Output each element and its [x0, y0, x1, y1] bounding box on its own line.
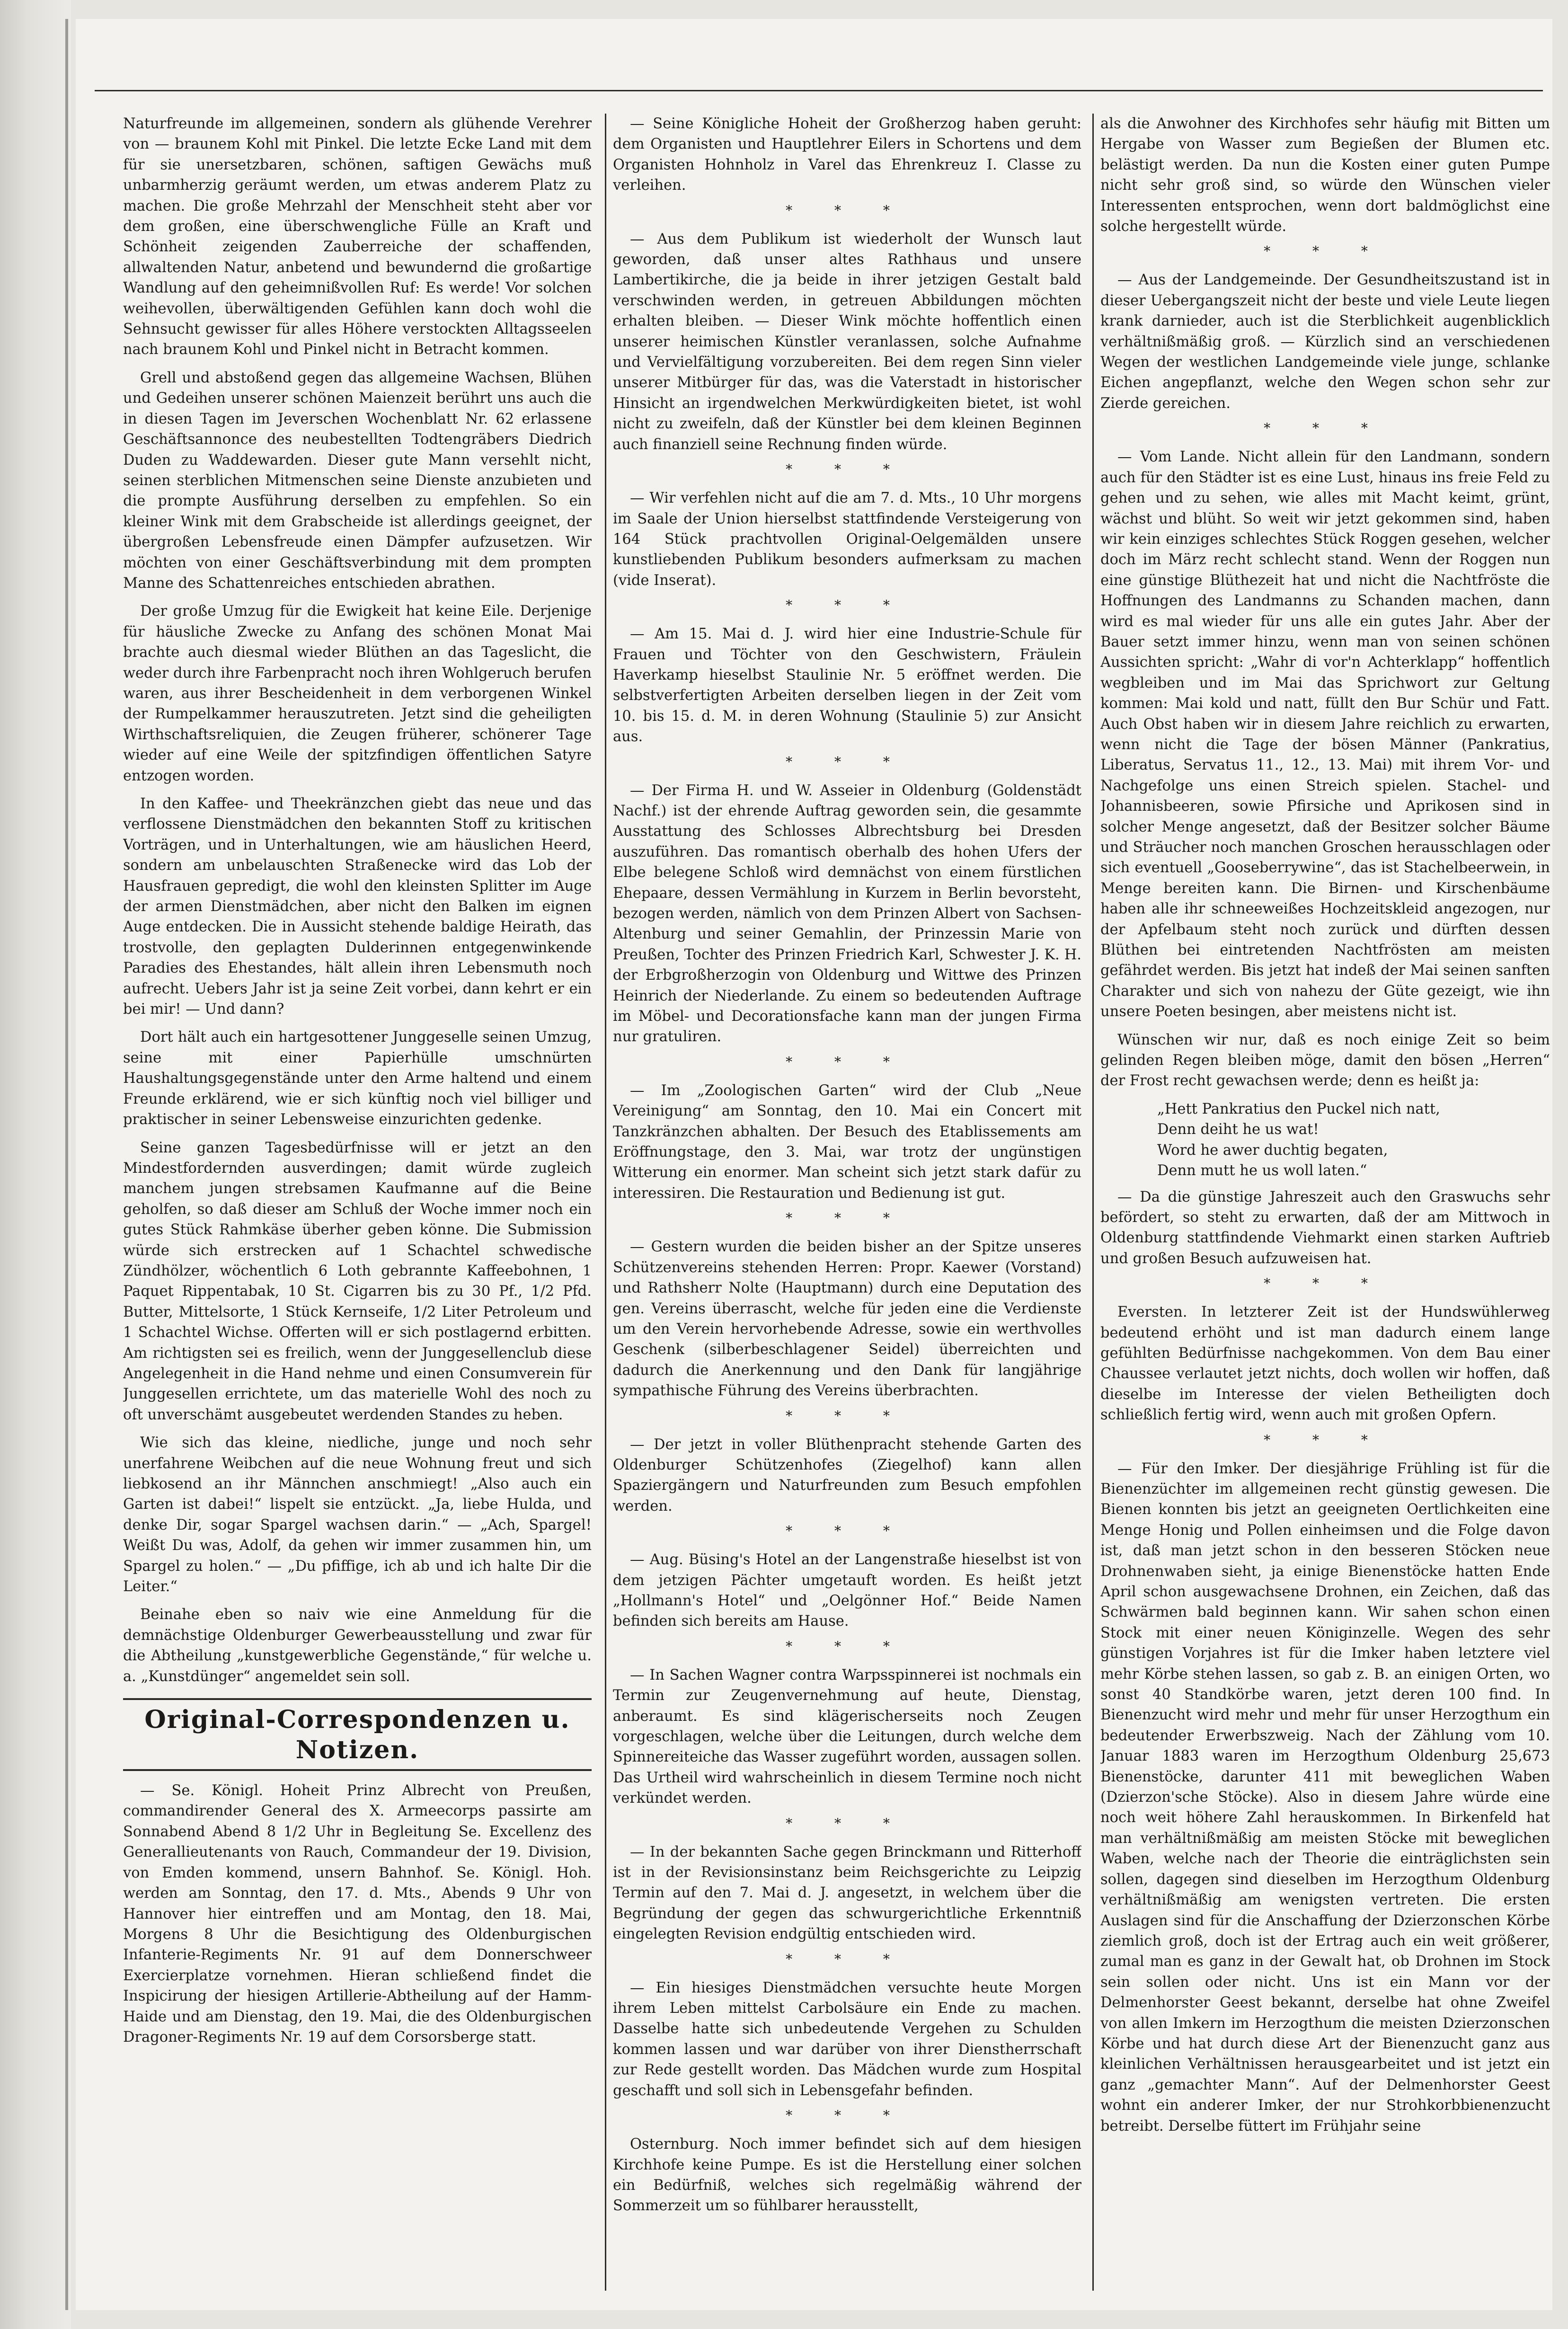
separator: * * * — [786, 1054, 909, 1070]
separator: * * * — [786, 1210, 909, 1226]
article-paragraph: Grell und abstoßend gegen das allgemeine Wachsen, Blühen und Gedeihen unserer schönen Maienzeit berührt uns auch die in diesen Tagen im Jeverschen Wochenblatt Nr. 62 erlassene Geschäftsannonce des neubestellten Todtengräbers Diedrich Duden zu Waddewarden. Dieser gute Mann versehlt nicht, seinen sterblichen Mitmenschen seine Dienste anzubieten und die prompte Ausführung derselben zu empfehlen. So ein kleiner Wink mit dem Grabscheide ist allerdings geeignet, der übergroßen Lebensfreude einen Dämpfer aufzusetzen. Wir möchten von einer Geschäftsverbindung mit dem prompten Manne des Schattenreiches entschieden abrathen. — [123, 369, 592, 592]
separator: * * * — [786, 1408, 909, 1424]
scan-binding-edge — [0, 0, 71, 2329]
news-item: — Für den Imker. Der diesjährige Frühling ist für die Bienenzüchter im allgemeinen recht günstig gewesen. Die Bienen konnten bis jetzt an geeigneten Oertlichkeiten eine Menge Honig und Pollen einheimsen und die Folge davon ist, daß man jetzt schon in den besseren Stöcken neue Drohnenwaben sieht, ja einige Bienenstöcke hatten Ende April schon ausgewachsene Drohnen, ein Zeichen, daß das Schwärmen bald beginnen kann. Wir sahen schon einen Stock mit einer neuen Königinzelle. Wegen des sehr günstigen Vorjahres ist für die Imker haben letztere viel mehr Körbe stehen lassen, so gab z. B. an einigen Orten, wo sonst 40 Standkörbe waren, jetzt deren 100 find. In Bienenzucht wird mehr und mehr für unser Herzogthum ein bedeutender Erwerbszweig. Nach der Zählung vom 10. Januar 1883 waren im Herzogthum Oldenburg 25,673 Bienenstöcke, darunter 411 mit beweglichen Waben (Dzierzon'sche Stöcke). Also in diesem Jahre würde eine noch weit höhere Zahl herauskommen. In Birkenfeld hat man verhältnißmäßig am meisten Stöcke mit beweglichen Waben, welche nach der Theorie die einträglichsten sein sollen, dagegen sind dieselben im Herzogthum Oldenburg verhältnißmäßig am wenigsten vertreten. Die ersten Auslagen sind für die Anschaffung der Dzierzonschen Körbe ziemlich groß, doch ist der Ertrag auch ein weit größerer, zumal man es ganz in der Gewalt hat, ob Drohnen im Stock sein sollen oder nicht. Uns ist ein Mann vor der Delmenhorster Geest bekannt, derselbe hat ohne Zweifel von allen Imkern im Herzogthum die meisten Dzierzonschen Körbe und hat durch diese Art der Bienenzucht ganz aus kleinlichen Verhältnissen herausgearbeitet und ist jetzt ein ganz „gemachter Mann“. Auf der Delmenhorster Geest wohnt ein anderer Imker, der nur Strohkorbbienenzucht betreibt. Derselbe füttert im Frühjahr seine — [1100, 1460, 1550, 2134]
news-item: — In der bekannten Sache gegen Brinckmann und Ritterhoff ist in der Revisionsinstanz beim Reichsgerichte zu Leipzig Termin auf den 7. Mai d. J. angesetzt, in welchem über die Begründung der gegen das schwurgerichtliche Erkenntniß eingelegten Revision endgültig entschieden wird. — [613, 1843, 1081, 1943]
article-paragraph: Der große Umzug für die Ewigkeit hat keine Eile. Derjenige für häusliche Zwecke zu Anfang des schönen Monat Mai brachte auch diesmal wieder Blüthen an das Tageslicht, die weder durch ihre Farbenpracht noch ihren Wohlgeruch berufen waren, aus ihrer Bescheidenheit in dem verborgenen Winkel der Rumpelkammer herauszutreten. Jetzt sind die geheiligten Wirthschaftsreliquien, die Zeugen früherer, schönerer Tage wieder auf eine Weile der spitzfindigen öffentlichen Satyre entzogen worden. — [123, 603, 592, 784]
separator: * * * — [786, 1815, 909, 1831]
column-3 — [1100, 114, 1550, 2291]
news-item: — Wir verfehlen nicht auf die am 7. d. Mts., 10 Uhr morgens im Saale der Union hierselbst stattfindende Versteigerung von 164 Stück prachtvollen Original-Oelgemälden unsere kunstliebenden Publikum besonders aufmerksam zu machen (vide Inserat). — [613, 490, 1081, 589]
poem-line: „Hett Pankratius den Puckel nich natt, — [1157, 1100, 1440, 1117]
poem-line: Word he awer duchtig begaten, — [1157, 1142, 1388, 1159]
news-item: — Aug. Büsing's Hotel an der Langenstraße hieselbst ist von dem jetzigen Pächter umgetauft worden. Es heißt jetzt „Hollmann's Hotel“ und „Oelgönner Hof.“ Beide Namen befinden sich bereits am Hause. — [613, 1551, 1081, 1630]
separator: * * * — [786, 202, 909, 218]
news-item: — In Sachen Wagner contra Warpsspinnerei ist nochmals ein Termin zur Zeugenvernehmung auf heute, Dienstag, anberaumt. Es sind klägerischerseits noch Zeugen vorgeschlagen, welche über die Leitungen, durch welche dem Spinnereiteiche das Wasser zugeführt worden, aussagen sollen. Das Urtheil wird wahrscheinlich in diesem Termine noch nicht verkündet werden. — [613, 1666, 1081, 1807]
article-paragraph: Naturfreunde im allgemeinen, sondern als glühende Verehrer von — braunem Kohl mit Pinkel. Die letzte Ecke Land mit dem für sie unersetzbaren, schönen, saftigen Gewächs muß unbarmherzig geräumt werden, um etwas anderem Platz zu machen. Die große Mehrzahl der Menschheit steht aber vor dem großen, eine überschwengliche Fülle an Kraft und Schönheit zeigenden Zauberreiche der schaffenden, allwaltenden Natur, anbetend und bewundernd die großartige Wandlung auf den geheimnißvollen Ruf: Es werde! Vor solchen weihevollen, überwältigenden Gefühlen kann doch wohl die Sehnsucht gewisser für alles Höhere verstockten Alltagsseelen nach braunem Kohl und Pinkel nicht in Betracht kommen. — [123, 115, 592, 358]
news-item: als die Anwohner des Kirchhofes sehr häufig mit Bitten um Hergabe von Wasser zum Begießen der Blumen etc. belästigt werden. Da nun die Kosten einer guten Pumpe nicht sehr groß sind, so würde den Wünschen vieler Interessenten entsprochen, wenn dort baldmöglichst eine solche hergestellt würde. — [1100, 115, 1550, 235]
separator: * * * — [1264, 420, 1387, 436]
news-item: — Am 15. Mai d. J. wird hier eine Industrie-Schule für Frauen und Töchter von den Geschwistern, Fräulein Haverkamp hieselbst Staulinie Nr. 5 eröffnet werden. Die selbstverfertigten Arbeiten derselben liegen in der Zeit vom 10. bis 15. d. M. in deren Wohnung (Staulinie 5) zur Ansicht aus. — [613, 626, 1081, 745]
page-gutter-line — [65, 19, 68, 2310]
poem-line: Denn mutt he us woll laten.“ — [1157, 1162, 1367, 1179]
column-1 — [123, 114, 592, 2291]
article-paragraph: Wie sich das kleine, niedliche, junge und noch sehr unerfahrene Weibchen auf die neue Wohnung freut und sich liebkosend an ihr Männchen anschmiegt! „Also auch ein Garten ist dabei!“ lispelt sie entzückt. „Ja, liebe Hulda, und denke Dir, sogar Spargel wachsen darin.“ — „Ach, Spargel! Weißt Du was, Adolf, da gehen wir immer zusammen hin, um Spargel zu holen.“ — „Du pfiffige, ich ab und ich halte Dir die Leiter.“ — [123, 1435, 592, 1595]
separator: * * * — [786, 1951, 909, 1967]
separator: * * * — [786, 597, 909, 613]
article-paragraph: Dort hält auch ein hartgesottener Junggeselle seinen Umzug, seine mit einer Papierhülle umschnürten Haushaltungsgegenstände unter den Arme haltend und einem Freunde erklärend, wie er sich künftig noch viel billiger und praktischer in seiner Lebensweise einzurichten gedenke. — [123, 1029, 592, 1128]
news-item: Eversten. In letzterer Zeit ist der Hundswühlerweg bedeutend erhöht und ist man dadurch einem lange gefühlten Bedürfnisse nachgekommen. Von dem Bau einer Chaussee verlautet jetzt nichts, doch wollen wir hoffen, daß dieselbe im Interesse der vielen Betheiligten doch schließlich fertig wird, wenn auch mit großen Opfern. — [1100, 1304, 1550, 1424]
news-item: Wünschen wir nur, daß es noch einige Zeit so beim gelinden Regen bleiben möge, damit den bösen „Herren“ der Frost recht gewachsen werde; denn es heißt ja: — [1100, 1031, 1550, 1089]
column-rule-2 — [1092, 114, 1094, 2291]
separator: * * * — [786, 1638, 909, 1654]
news-item: — Se. Königl. Hoheit Prinz Albrecht von Preußen, commandirender General des X. Armeecorps passirte am Sonnabend Abend 8 1/2 Uhr in Begleitung Se. Excellenz des Generallieutenants von Rauch, Commandeur der 19. Division, von Emden kommend, unsern Bahnhof. Se. Königl. Hoh. werden am Sonntag, den 17. d. Mts., Abends 9 Uhr von Hannover hier eintreffen und am Montag, den 18. Mai, Morgens 8 Uhr die Besichtigung des Oldenburgischen Infanterie-Regiments Nr. 91 auf dem Donnerschweer Exercierplatze vornehmen. Hieran schließend findet die Inspicirung der hiesigen Artillerie-Abtheilung auf der Hamm-Haide und am Dienstag, den 19. Mai, die des Oldenburgischen Dragoner-Regiments Nr. 19 auf dem Corsorsberge statt. — [123, 1782, 592, 2046]
column-2 — [613, 114, 1081, 2291]
news-item: — Im „Zoologischen Garten“ wird der Club „Neue Vereinigung“ am Sonntag, den 10. Mai ein Concert mit Tanzkränzchen abhalten. Der Besuch des Etablissements am Eröffnungstage, den 3. Mai, war trotz der ungünstigen Witterung ein enormer. Man scheint sich jetzt stark dafür zu interessiren. Die Restauration und Bedienung ist gut. — [613, 1082, 1081, 1202]
article-paragraph: In den Kaffee- und Theekränzchen giebt das neue und das verflossene Dienstmädchen den bekannten Stoff zu kritischen Vorträgen, und in Unterhaltungen, wie am häuslichen Heerd, sondern am unbelauschten Straßenecke wird das Lob der Hausfrauen gepredigt, die wohl den kleinsten Splitter im Auge der armen Dienstmädchen, aber nicht den Balken im eignen Auge entdecken. Die in Aussicht stehende baldige Heirath, das trostvolle, den geplagten Dulderinnen entgegenwinkende Paradies des Ehestandes, hält allein ihren Lebensmuth noch aufrecht. Uebers Jahr ist ja seine Zeit vorbei, dann kehrt er ein bei mir! — Und dann? — [123, 796, 592, 1018]
news-item: — Da die günstige Jahreszeit auch den Graswuchs sehr befördert, so steht zu erwarten, daß der am Mittwoch in Oldenburg stattfindende Viehmarkt einen starken Auftrieb und großen Besuch aufzuweisen hat. — [1100, 1188, 1550, 1267]
article-paragraph: Beinahe eben so naiv wie eine Anmeldung für die demnächstige Oldenburger Gewerbeausstellung und zwar für die Abtheilung „kunstgewerbliche Gegenstände,“ für welche u. a. „Kunstdünger“ angemeldet sein soll. — [123, 1606, 592, 1685]
news-item: — Vom Lande. Nicht allein für den Landmann, sondern auch für den Städter ist es eine Lust, hinaus ins freie Feld zu gehen und zu sehen, wie alles mit Macht keimt, grünt, wächst und blüht. So weit wir jetzt gekommen sind, haben wir kein einziges schlechtes Stück Roggen gesehen, welcher doch im März recht schlecht stand. Wenn der Roggen nun eine günstige Blüthezeit hat und nicht die Nachtfröste die Hoffnungen des Landmanns zu Schanden machen, dann wird es mal wieder für uns alle ein gutes Jahr. Aber der Bauer setzt immer hinzu, wenn man von seinen schönen Aussichten spricht: „Wahr di vor'n Achterklapp“ hoffentlich wegbleiben und im Mai das Sprichwort zur Geltung kommen: Mai kold und natt, füllt den Bur Schür und Fatt. Auch Obst haben wir in diesem Jahre reichlich zu erwarten, wenn nicht die Tage der bösen Männer (Pankratius, Liberatus, Servatus 11., 12., 13. Mai) mit ihrem Vor- und Nachgefolge uns einen Streich spielen. Stachel- und Johannisbeeren, sowie Pfirsiche und Aprikosen sind in solcher Menge angesetzt, daß der Besitzer solcher Bäume und Sträucher noch manchen Groschen herausschlagen oder sich eventuell „Gooseberrywine“, das ist Stachelbeerwein, in Menge bereiten kann. Die Birnen- und Kirschenbäume haben alle ihr schneeweißes Hochzeitskleid angezogen, nur der Apfelbaum steht noch zurück und dürften dessen Blüthen bei eintretenden Nachtfrösten am meisten gefährdet werden. Bis jetzt hat indeß der Mai seinen sanften Charakter und sich von nahezu der Güte gezeigt, wie ihn unsere Poeten besingen, aber meistens nicht ist. — [1100, 449, 1550, 1020]
news-item: — Der Firma H. und W. Asseier in Oldenburg (Goldenstädt Nachf.) ist der ehrende Auftrag geworden sein, die gesammte Ausstattung des Schlosses Albrechtsburg bei Dresden auszuführen. Das romantisch oberhalb des hohen Ufers der Elbe belegene Schloß wird demnächst von einem fürstlichen Ehepaare, dessen Vermählung in Kurzem in Berlin bevorsteht, bezogen werden, nämlich von dem Prinzen Albert von Sachsen-Altenburg und seiner Gemahlin, der Prinzessin Marie von Preußen, Tochter des Prinzen Friedrich Karl, Schwester J. K. H. der Erbgroßherzogin von Oldenburg und Wittwe des Prinzen Heinrich der Niederlande. Zu einem so bedeutenden Auftrage im Möbel- und Decorationsfache kann man der jungen Firma nur gratuliren. — [613, 782, 1081, 1045]
news-item: — Aus dem Publikum ist wiederholt der Wunsch laut geworden, daß unser altes Rathhaus und unsere Lambertikirche, die ja beide in ihrer jetzigen Gestalt bald verschwinden werden, in getreuen Abbildungen möchten erhalten bleiben. — Dieser Wink möchte hoffentlich einen unserer heimischen Künstler veranlassen, solche Aufnahme und Vervielfältigung vorzubereiten. Bei dem regen Sinn vieler unserer Mitbürger für das, was die Vaterstadt in historischer Hinsicht an irgendwelchen Merkwürdigkeiten bietet, ist wohl nicht zu zweifeln, daß der Künstler bei dem kleinen Beginnen auch finanziell seine Rechnung finden würde. — [613, 230, 1081, 453]
column-rule-1 — [605, 114, 606, 2291]
news-item: Osternburg. Noch immer befindet sich auf dem hiesigen Kirchhofe keine Pumpe. Es ist die Herstellung einer solchen ein Bedürfniß, welches sich regelmäßig während der Sommerzeit um so fühlbarer herausstellt, — [613, 2136, 1081, 2214]
separator: * * * — [1264, 243, 1387, 259]
separator: * * * — [786, 1523, 909, 1539]
news-item: — Der jetzt in voller Blüthenpracht stehende Garten des Oldenburger Schützenhofes (Ziegelhof) kann allen Spaziergängern und Naturfreunden zum Besuch empfohlen werden. — [613, 1436, 1081, 1514]
news-item: — Aus der Landgemeinde. Der Gesundheitszustand ist in dieser Uebergangszeit nicht der beste und viele Leute liegen krank darnieder, auch ist die Sterblichkeit augenblicklich verhältnißmäßig groß. — Kürzlich sind an verschiedenen Wegen der westlichen Landgemeinde viele junge, schlanke Eichen angepflanzt, welche den Wegen schon sehr zur Zierde gereichen. — [1100, 272, 1550, 412]
separator: * * * — [786, 753, 909, 770]
poem — [1157, 1099, 1550, 1181]
newspaper-page — [76, 19, 1552, 2310]
top-rule — [95, 90, 1543, 91]
separator: * * * — [1264, 1275, 1387, 1292]
separator: * * * — [1264, 1432, 1387, 1448]
separator: * * * — [786, 461, 909, 478]
section-title: Original-Correspondenzen u. Notizen. — [123, 1698, 592, 1771]
separator: * * * — [786, 2108, 909, 2124]
poem-line: Denn deiht he us wat! — [1157, 1121, 1319, 1138]
news-item: — Ein hiesiges Dienstmädchen versuchte heute Morgen ihrem Leben mittelst Carbolsäure ein Ende zu machen. Dasselbe hatte sich unbedeutende Vergehen zu Schulden kommen lassen und war darüber von ihrer Dienstherrschaft zur Rede gestellt worden. Das Mädchen wurde zum Hospital geschafft und soll sich in Lebensgefahr befinden. — [613, 1979, 1081, 2099]
news-item: — Seine Königliche Hoheit der Großherzog haben geruht: dem Organisten und Hauptlehrer Eilers in Schortens und dem Organisten Hohnholz in Varel das Ehrenkreuz I. Classe zu verleihen. — [613, 115, 1081, 194]
article-paragraph: Seine ganzen Tagesbedürfnisse will er jetzt an den Mindestfordernden ausverdingen; damit würde zugleich manchem jungen strebsamen Kaufmanne auf die Beine geholfen, so daß dieser am Schluß der Woche immer noch ein gutes Stück Rahmkäse überher geben könne. Die Submission würde sich erstrecken auf 1 Schachtel schwedische Zündhölzer, wöchentlich 6 Loth gebrannte Kaffeebohnen, 1 Paquet Rippentabak, 10 St. Cigarren bis zu 30 Pf., 1/2 Pfd. Butter, Mittelsorte, 1 Stück Kernseife, 1/2 Liter Petroleum und 1 Schachtel Wichse. Offerten will er sich postlagernd erbitten. Am richtigsten sei es freilich, wenn der Junggesellenclub diese Angelegenheit in die Hand nehme und einen Consumverein für Junggesellen errichtete, um das materielle Wohl des noch zu oft unverschämt ausgebeutet werdenden Standes zu heben. — [123, 1139, 592, 1423]
news-item: — Gestern wurden die beiden bisher an der Spitze unseres Schützenvereins stehenden Herren: Propr. Kaewer (Vorstand) und Rathsherr Nolte (Hauptmann) durch eine Deputation des gen. Vereins überrascht, welche für jeden eine die Verdienste um den Verein hervorhebende Adresse, sowie ein werthvolles Geschenk (silberbeschlagener Seidel) überreichten und dadurch die Anerkennung und den Dank für langjährige sympathische Führung des Vereins überbrachten. — [613, 1239, 1081, 1399]
